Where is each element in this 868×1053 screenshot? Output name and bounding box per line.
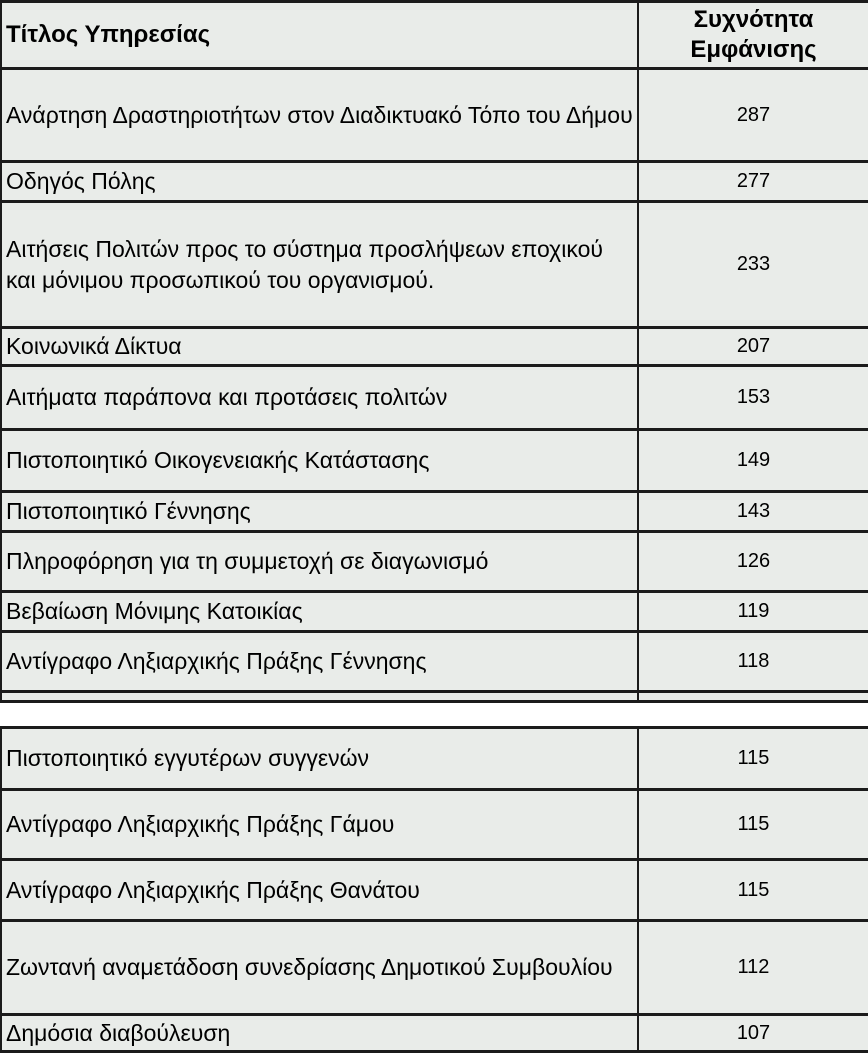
- table-row: [1, 492, 868, 532]
- frequency-value-cell: 119: [638, 592, 868, 632]
- table-row: [1, 632, 868, 692]
- frequency-value-cell: 149: [638, 430, 868, 492]
- frequency-value-cell: 115: [638, 790, 868, 860]
- table-row: [1, 592, 868, 632]
- frequency-value-cell: 115: [638, 860, 868, 921]
- table-row: [1, 328, 868, 366]
- table-row: [1, 430, 868, 492]
- frequency-value-cell: 287: [638, 69, 868, 162]
- service-title-cell: Αντίγραφο Ληξιαρχικής Πράξης Γέννησης: [1, 632, 638, 692]
- frequency-header: [638, 2, 868, 69]
- service-title-cell: Κοινωνικά Δίκτυα: [1, 328, 638, 366]
- partial-clipped-row: [1, 692, 868, 702]
- table-row: [1, 1015, 868, 1052]
- service-title-cell: Αιτήματα παράπονα και προτάσεις πολιτών: [1, 366, 638, 430]
- table-row: [1, 921, 868, 1015]
- service-title-cell: Ζωντανή αναμετάδοση συνεδρίασης Δημοτικού Συμβουλίου: [1, 921, 638, 1015]
- frequency-header-label: Συχνότητα Εμφάνισης: [690, 6, 817, 63]
- frequency-value-cell: 207: [638, 328, 868, 366]
- service-title-cell: Πιστοποιητικό Οικογενειακής Κατάστασης: [1, 430, 638, 492]
- service-title-cell: Πληροφόρηση για τη συμμετοχή σε διαγωνισμό: [1, 532, 638, 592]
- frequency-value-cell: 233: [638, 202, 868, 328]
- empty-cell: [638, 692, 868, 702]
- frequency-value-cell: 153: [638, 366, 868, 430]
- table-row: [1, 532, 868, 592]
- page-break-gap: [0, 703, 868, 726]
- service-title-cell: Οδηγός Πόλης: [1, 162, 638, 202]
- table-row: [1, 162, 868, 202]
- service-title-cell: Βεβαίωση Μόνιμης Κατοικίας: [1, 592, 638, 632]
- service-title-cell: Πιστοποιητικό Γέννησης: [1, 492, 638, 532]
- frequency-value-cell: 126: [638, 532, 868, 592]
- frequency-value-cell: 112: [638, 921, 868, 1015]
- frequency-value-cell: 277: [638, 162, 868, 202]
- table-row: [1, 728, 868, 790]
- empty-cell: [1, 692, 638, 702]
- service-title-header: Τίτλος Υπηρεσίας: [1, 2, 638, 69]
- service-title-cell: Αντίγραφο Ληξιαρχικής Πράξης Γάμου: [1, 790, 638, 860]
- table-row: [1, 366, 868, 430]
- service-title-cell: Δημόσια διαβούλευση: [1, 1015, 638, 1052]
- frequency-value-cell: 143: [638, 492, 868, 532]
- frequency-value-cell: 115: [638, 728, 868, 790]
- service-title-cell: Αιτήσεις Πολιτών προς το σύστημα προσλήψεων εποχικού και μόνιμου προσωπικού του οργανισμού.: [1, 202, 638, 328]
- service-title-cell: Αντίγραφο Ληξιαρχικής Πράξης Θανάτου: [1, 860, 638, 921]
- table-row: [1, 790, 868, 860]
- service-title-cell: Πιστοποιητικό εγγυτέρων συγγενών: [1, 728, 638, 790]
- table-header-row: [1, 2, 868, 69]
- table-row: [1, 69, 868, 162]
- frequency-value-cell: 107: [638, 1015, 868, 1052]
- services-frequency-table-part2: [0, 726, 868, 1053]
- service-title-cell: Ανάρτηση Δραστηριοτήτων στον Διαδικτυακό Τόπο του Δήμου: [1, 69, 638, 162]
- frequency-value-cell: 118: [638, 632, 868, 692]
- table-row: [1, 860, 868, 921]
- table-row: [1, 202, 868, 328]
